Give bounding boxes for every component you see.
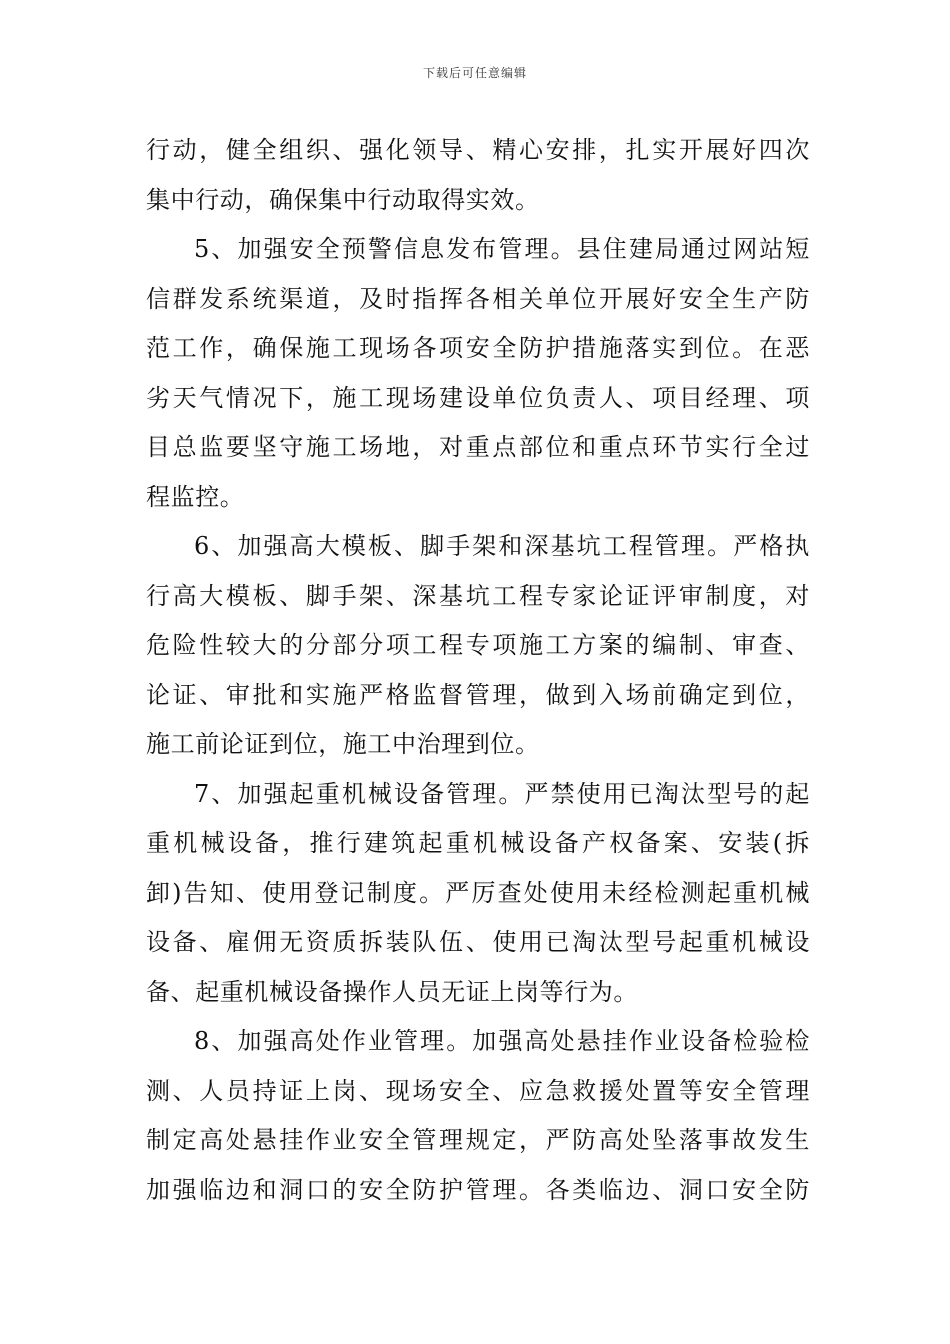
text-line: 加强临边和洞口的安全防护管理。各类临边、洞口安全防 xyxy=(146,1175,810,1204)
text-line: 7、加强起重机械设备管理。严禁使用已淘汰型号的起 xyxy=(194,779,810,808)
text-line: 设备、雇佣无资质拆装队伍、使用已淘汰型号起重机械设 xyxy=(146,928,810,956)
text-line: 程监控。 xyxy=(146,482,245,511)
text-line: 制定高处悬挂作业安全管理规定，严防高处坠落事故发生 xyxy=(146,1126,810,1154)
text-line: 劣天气情况下，施工现场建设单位负责人、项目经理、项 xyxy=(146,383,810,412)
paragraph-item-7 xyxy=(146,770,810,1018)
paragraph-item-6 xyxy=(146,522,810,770)
text-line: 6、加强高大模板、脚手架和深基坑工程管理。严格执 xyxy=(194,532,810,560)
text-line: 信群发系统渠道，及时指挥各相关单位开展好安全生产防 xyxy=(146,284,810,313)
text-line: 行高大模板、脚手架、深基坑工程专家论证评审制度，对 xyxy=(146,581,810,610)
text-line: 备、起重机械设备操作人员无证上岗等行为。 xyxy=(146,977,638,1006)
paragraph-continuation xyxy=(146,126,810,225)
text-line: 危险性较大的分部分项工程专项施工方案的编制、审查、 xyxy=(146,631,810,659)
text-line: 卸)告知、使用登记制度。严厉查处使用未经检测起重机械 xyxy=(146,878,810,907)
paragraph-item-8 xyxy=(146,1017,810,1215)
text-line: 集中行动，确保集中行动取得实效。 xyxy=(146,185,540,214)
text-line: 重机械设备，推行建筑起重机械设备产权备案、安装(拆 xyxy=(146,829,810,857)
document-body xyxy=(146,126,810,1215)
paragraph-item-5 xyxy=(146,225,810,522)
text-line: 施工前论证到位，施工中治理到位。 xyxy=(146,730,540,758)
text-line: 测、人员持证上岗、现场安全、应急救援处置等安全管理 xyxy=(146,1076,810,1105)
text-line: 5、加强安全预警信息发布管理。县住建局通过网站短 xyxy=(194,235,810,263)
text-line: 8、加强高处作业管理。加强高处悬挂作业设备检验检 xyxy=(194,1027,810,1055)
text-line: 论证、审批和实施严格监督管理，做到入场前确定到位， xyxy=(146,680,810,709)
text-line: 行动，健全组织、强化领导、精心安排，扎实开展好四次 xyxy=(146,136,810,164)
text-line: 目总监要坚守施工场地，对重点部位和重点环节实行全过 xyxy=(146,433,810,461)
page-header: 下载后可任意编辑 xyxy=(422,66,527,80)
text-line: 范工作，确保施工现场各项安全防护措施落实到位。在恶 xyxy=(146,334,810,362)
